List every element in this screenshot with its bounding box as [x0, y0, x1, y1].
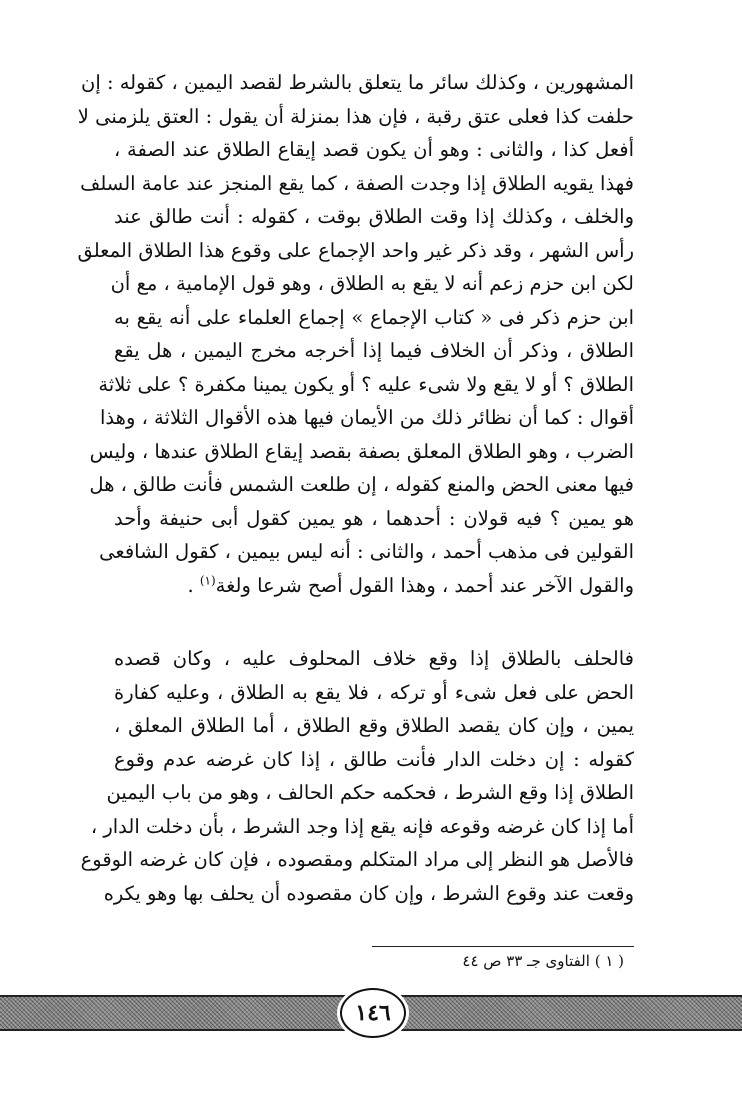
text-line: وقعت عند وقوع الشرط ، وإن كان مقصوده أن يحلف بها وهو يكره	[103, 881, 634, 905]
text-line: فالحلف بالطلاق إذا وقع خلاف المحلوف عليه ، وكان قصده	[114, 647, 634, 670]
text-line: فالأصل هو النظر إلى مراد المتكلم ومقصوده ، فإن كان غرضه الوقوع	[80, 848, 634, 871]
text-line: أقوال : كما أن نظائر ذلك من الأيمان فيها هذه الأقوال الثلاثة ، وهذا	[100, 406, 634, 429]
page-number: ١٤٦	[355, 1000, 391, 1026]
footnote-divider	[372, 946, 634, 947]
text-line: رأس الشهر ، وقد ذكر غير واحد الإجماع على وقوع هذا الطلاق المعلق	[77, 238, 634, 262]
text-line-last	[114, 569, 634, 603]
text-line: الطلاق ، وذكر أن الخلاف فيما إذا أخرجه مخرج اليمين ، هل يقع	[114, 339, 634, 362]
paragraph-2	[80, 642, 634, 910]
text-line: كقوله : إن دخلت الدار فأنت طالق ، إذا كان غرضه عدم وقوع	[114, 747, 634, 771]
text-line: الطلاق ؟ أو لا يقع ولا شىء عليه ؟ أو يكون يمينا مكفرة ؟ على ثلاثة	[98, 372, 634, 396]
text-line: والخلف ، وكذلك إذا وقت الطلاق بوقت ، كقوله : أنت طالق عند	[114, 205, 634, 228]
footnote-reference: (١)	[199, 573, 216, 587]
text-line: أما إذا كان غرضه وقوعه فإنه يقع إذا وجد الشرط ، بأن دخلت الدار ،	[90, 814, 634, 838]
text-line: لكن ابن حزم زعم أنه لا يقع به الطلاق ، وهو قول الإمامية ، مع أن	[110, 272, 634, 295]
text-line: يمين ، وإن كان يقصد الطلاق وقع الطلاق ، أما الطلاق المعلق ،	[114, 714, 634, 737]
footnote: ( ١ ) الفتاوى جـ ٣٣ ص ٤٤	[462, 952, 624, 970]
text-line: فهذا يقويه الطلاق إذا وجدت الصفة ، كما يقع المنجز عند عامة السلف	[80, 171, 634, 195]
text-line: الضرب ، وهو الطلاق المعلق بصفة بقصد إيقاع الطلاق عندها ، وليس	[89, 439, 634, 463]
sentence-end: .	[187, 573, 200, 597]
text-line: هو يمين ؟ فيه قولان : أحدهما ، هو يمين كقول أبى حنيفة وأحد	[114, 506, 634, 530]
text-line: المشهورين ، وكذلك سائر ما يتعلق بالشرط لقصد اليمين ، كقوله : إن	[81, 71, 634, 94]
text-line-content: والقول الآخر عند أحمد ، وهذا القول أصح شرعا ولغة	[215, 573, 634, 597]
text-line: الحض على فعل شىء أو تركه ، فلا يقع به الطلاق ، وعليه كفارة	[114, 680, 634, 704]
text-line: أفعل كذا ، والثانى : وهو أن يكون قصد إيقاع الطلاق عند الصفة ،	[114, 138, 634, 161]
text-line: ابن حزم ذكر فى « كتاب الإجماع » إجماع العلماء على أنه يقع به	[114, 305, 634, 329]
text-line: فيها معنى الحض والمنع كقوله ، إن طلعت الشمس فأنت طالق ، هل	[89, 473, 634, 496]
text-line: الطلاق إذا وقع الشرط ، فحكمه حكم الحالف ، وهو من باب اليمين	[106, 781, 634, 804]
text-line: القولين فى مذهب أحمد ، والثانى : أنه ليس بيمين ، كقول الشافعى	[99, 540, 634, 563]
paragraph-1	[77, 66, 634, 602]
page-number-badge	[340, 988, 406, 1038]
text-line: حلفت كذا فعلى عتق رقبة ، فإن هذا بمنزلة أن يقول : العتق يلزمنى لا	[77, 104, 634, 128]
